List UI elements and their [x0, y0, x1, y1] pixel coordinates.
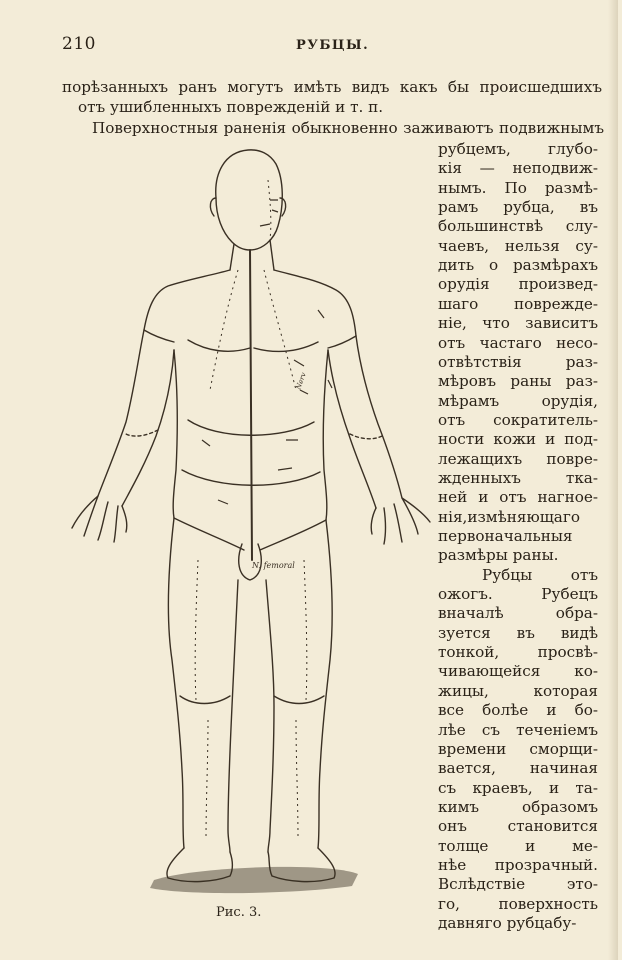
column-text-line: лежащихъ повре- — [438, 449, 598, 468]
column-text-line: ней и отъ нагное- — [438, 488, 598, 507]
column-text-line: толще и ме- — [438, 836, 598, 855]
column-text-line: го, поверхность — [438, 894, 598, 913]
column-text-line: съ краевъ, и та- — [438, 778, 598, 797]
page-edge-shadow — [608, 0, 618, 960]
column-text-line: отъ сократитель- — [438, 410, 598, 429]
column-text-line: Вслѣдствіе это- — [438, 875, 598, 894]
column-text-line: мѣрамъ орудія, — [438, 391, 598, 410]
column-text-line: ожогъ. Рубецъ — [438, 585, 598, 604]
column-text-line: размѣры раны. — [438, 546, 559, 565]
column-text-line: жденныхъ тка- — [438, 468, 598, 487]
column-text-line: дить о размѣрахъ — [438, 256, 598, 275]
column-text-line: зуется въ видѣ — [438, 623, 598, 642]
column-text-line: времени сморщи- — [438, 739, 598, 758]
intro-line: порѣзанныхъ ранъ могутъ имѣть видъ какъ бы происшедшихъ — [62, 78, 602, 96]
column-text-line: кимъ образомъ — [438, 797, 598, 816]
column-text-line: онъ становится — [438, 817, 598, 836]
column-text-line: тонкой, просвѣ- — [438, 643, 598, 662]
figure-body-scars — [38, 140, 438, 900]
intro-line: отъ ушибленныхъ поврежденій и т. п. — [78, 98, 384, 116]
column-text-line: все болѣе и бо- — [438, 701, 598, 720]
column-text-line: кія — неподвиж- — [438, 159, 598, 178]
intro-line: Поверхностныя раненія обыкновенно заживаютъ подвижнымъ — [92, 119, 604, 137]
page-number: 210 — [62, 34, 96, 54]
column-text-line: рубцемъ, глубо- — [438, 140, 598, 158]
column-text-line: отъ частаго несо- — [438, 333, 598, 352]
column-text-line: рамъ рубца, въ — [438, 198, 598, 217]
column-text-line: нымъ. По размѣ- — [438, 178, 598, 197]
column-text-line: мѣровъ раны раз- — [438, 372, 598, 391]
column-text-line: ніе, что зависитъ — [438, 314, 598, 333]
column-text-line: орудія произвед- — [438, 275, 598, 294]
column-text-line: вначалѣ обра- — [438, 604, 598, 623]
column-text-line: отвѣтствія раз- — [438, 352, 598, 371]
column-text-line: нѣе прозрачный. — [438, 855, 598, 874]
column-text-line: Рубцы отъ — [482, 565, 598, 584]
column-text-line: ности кожи и под- — [438, 430, 598, 449]
figure-caption: Рис. 3. — [216, 905, 262, 920]
column-text-line: чивающейся ко- — [438, 662, 598, 681]
column-text-line: первоначальныя — [438, 527, 573, 545]
column-text-line: большинствѣ слу- — [438, 217, 598, 236]
figure-label: Nerv — [294, 371, 308, 391]
figure-label: N. femoral — [252, 561, 295, 570]
column-text-line: шаго поврежде- — [438, 294, 598, 313]
column-text-line: чаевъ, нельзя су- — [438, 236, 598, 255]
column-text-line: жицы, которая — [438, 681, 598, 700]
running-title: РУБЦЫ. — [296, 38, 370, 53]
column-text-line: нія,измѣняющаго — [438, 507, 580, 526]
column-text-line: лѣе съ теченіемъ — [438, 720, 598, 739]
column-text-line: вается, начиная — [438, 759, 598, 778]
column-text-line: давняго рубцабу- — [438, 914, 577, 932]
